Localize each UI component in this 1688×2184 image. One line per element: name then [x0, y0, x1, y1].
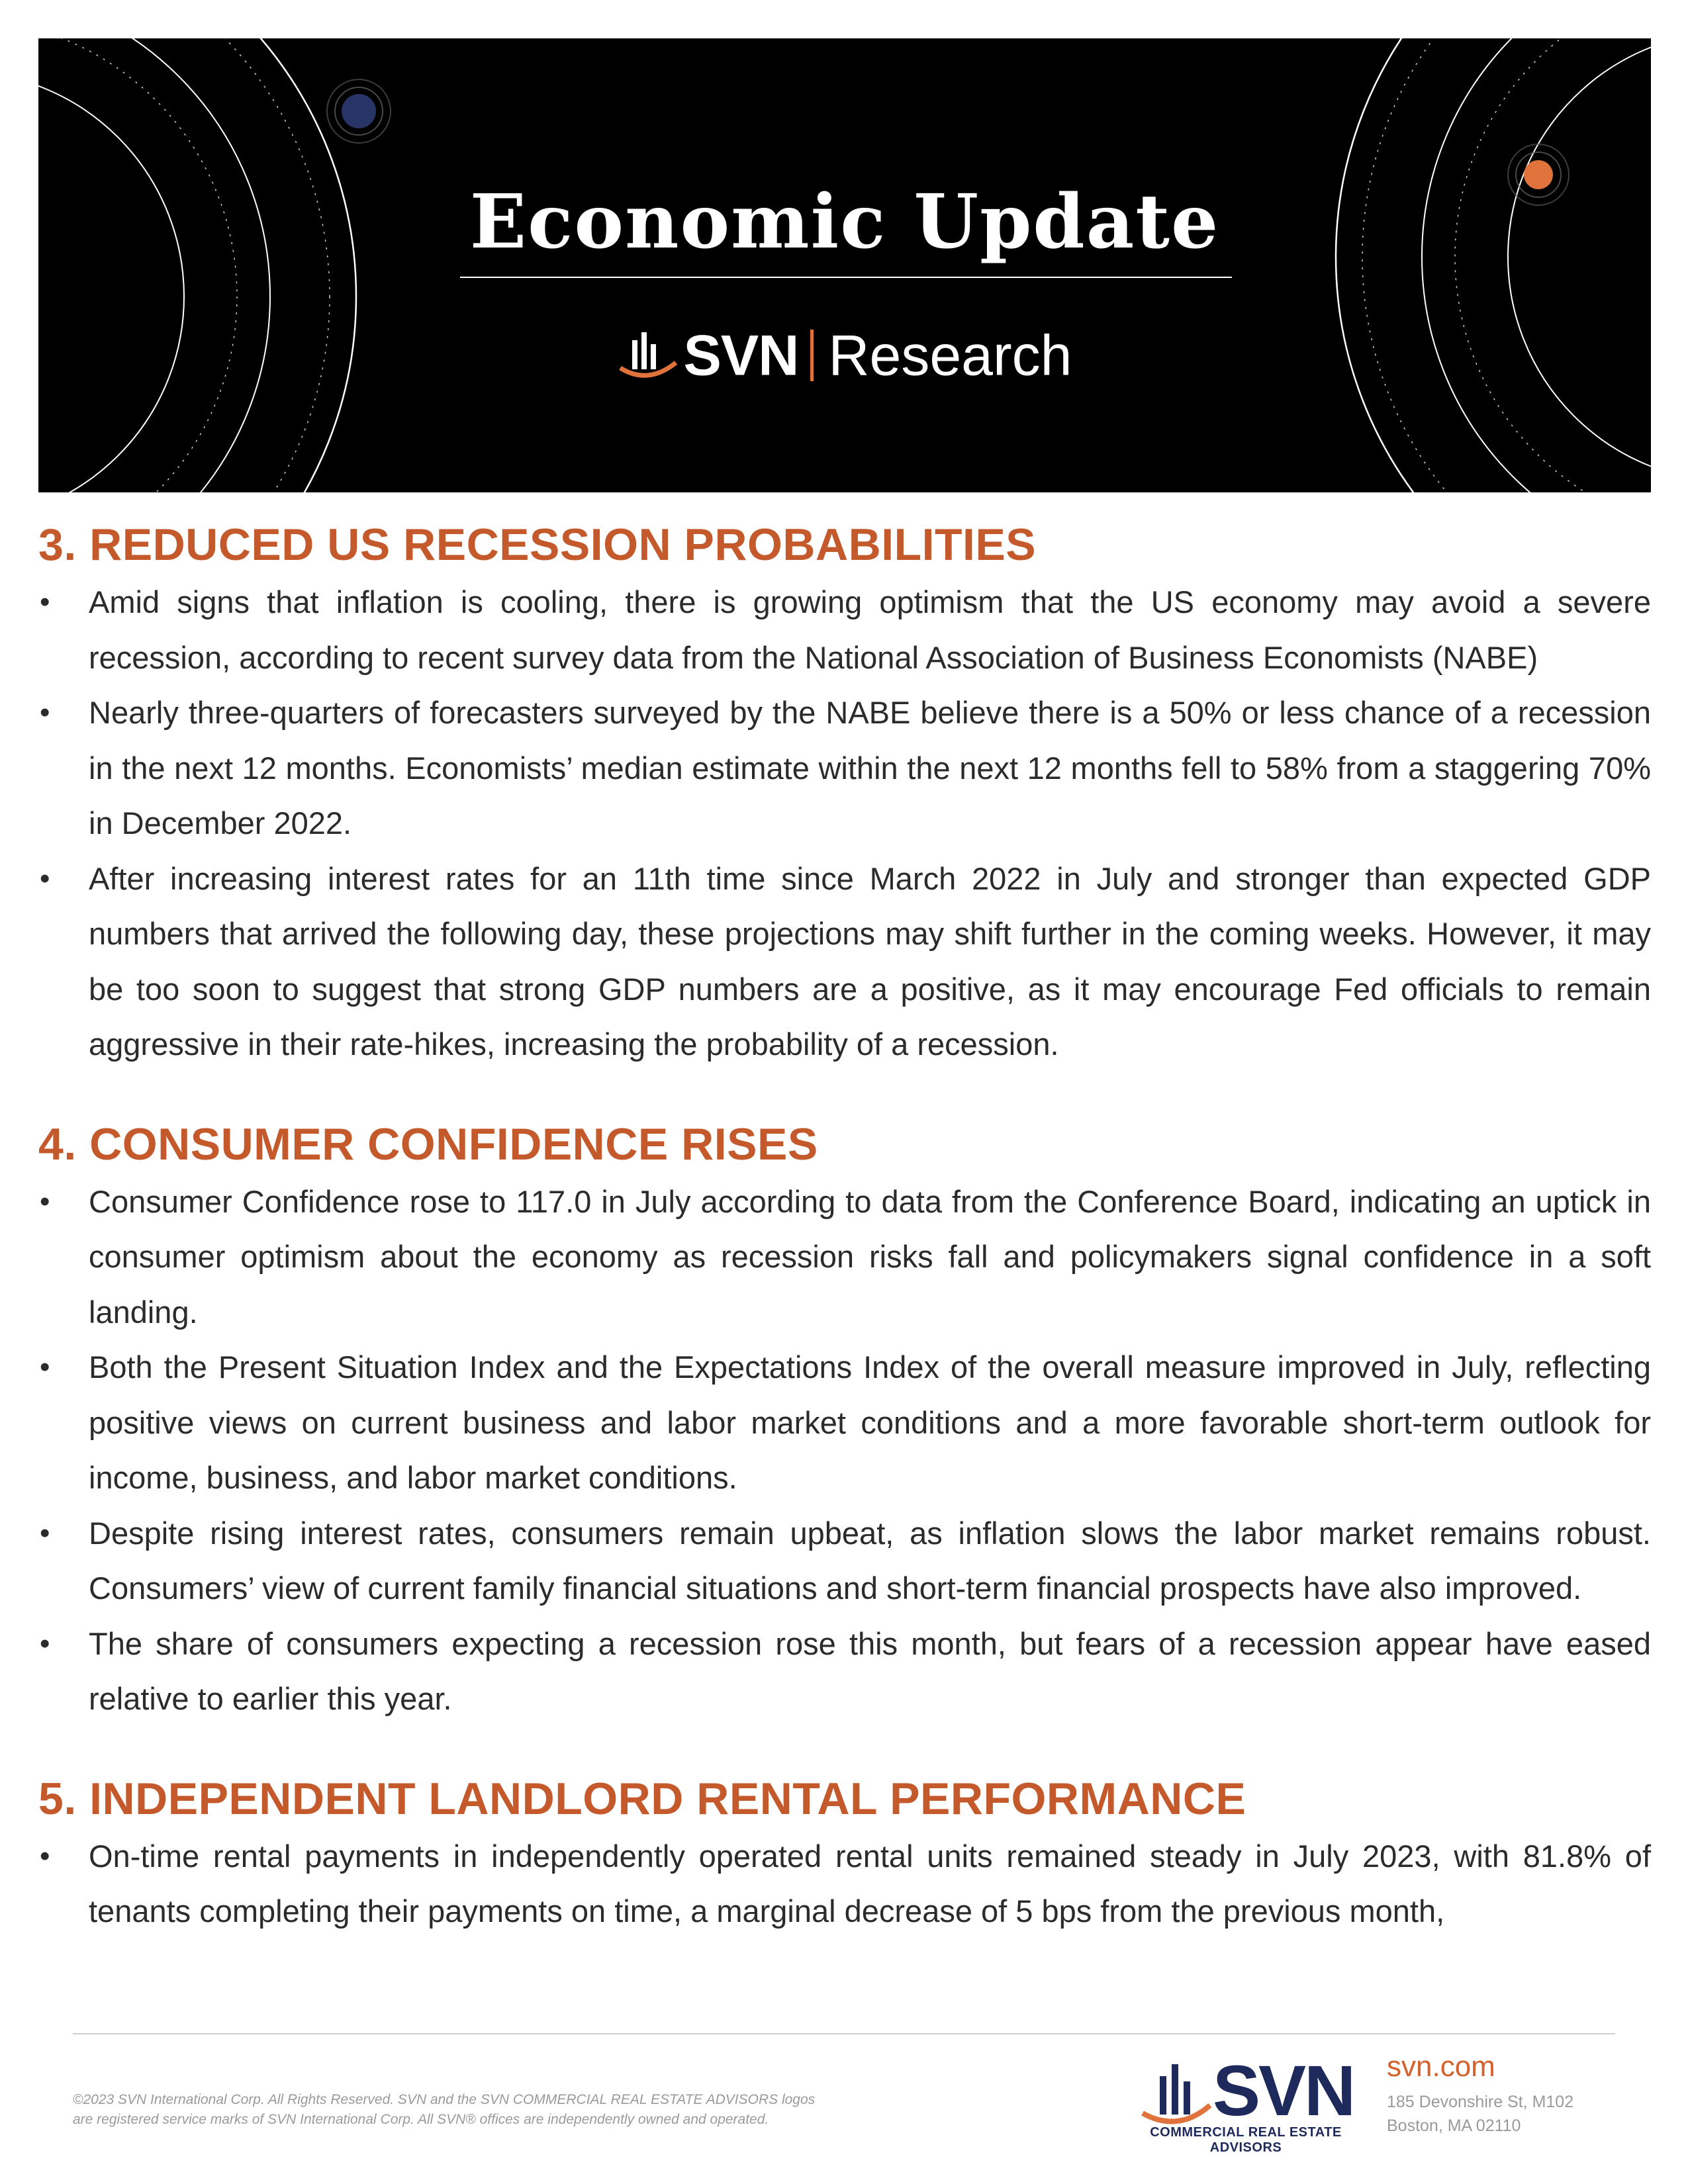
list-item: • The share of consumers expecting a recession rose this month, but fears of a recession appear have eased relative to earlier this year. — [38, 1616, 1651, 1727]
svn-logo-icon — [1140, 2062, 1213, 2128]
list-item: • Consumer Confidence rose to 117.0 in July according to data from the Conference Board, indicating an uptick in consumer optimism about the economy as recession risks fall and policymakers signal confidence in a soft landing. — [38, 1174, 1651, 1340]
article-body — [38, 515, 1651, 1939]
list-item: • On-time rental payments in independently operated rental units remained steady in July 2023, with 81.8% of tenants completing their payments on time, a marginal decrease of 5 bps from the previous month, — [38, 1829, 1651, 1939]
section-heading: 3. REDUCED US RECESSION PROBABILITIES — [38, 520, 1037, 570]
bullet-icon: • — [40, 1185, 50, 1218]
bullet-icon: • — [40, 586, 50, 618]
list-item: • After increasing interest rates for an 11th time since March 2022 in July and stronger than expected GDP numbers that arrived the following day, these projections may shift further in the coming weeks. However, it may be too soon to suggest that strong GDP numbers are a positive, as it may encourage Fed officials to remain aggressive in their rate-hikes, increasing the probability of a recession. — [38, 851, 1651, 1072]
brand-product: Research — [828, 324, 1072, 388]
office-address: 185 Devonshire St, M102 Boston, MA 02110 — [1387, 2093, 1574, 2135]
logo-wordmark: SVN — [1213, 2050, 1354, 2130]
bullet-list — [38, 1174, 1651, 1727]
section-heading: 4. CONSUMER CONFIDENCE RISES — [38, 1118, 818, 1169]
title-divider — [460, 277, 1232, 278]
logo-tagline: COMMERCIAL REAL ESTATE ADVISORS — [1150, 2125, 1342, 2155]
page-title: Economic Update — [469, 179, 1220, 265]
bullet-icon: • — [40, 1839, 50, 1872]
bullet-icon: • — [40, 1351, 50, 1383]
copyright-notice: ©2023 SVN International Corp. All Rights Reserved. SVN and the SVN COMMERCIAL REAL ESTATE ADVISORS logos are registered service marks of SVN International Corp. All SVN® offices are independently owned and operated. — [73, 2092, 816, 2127]
list-item: • Both the Present Situation Index and the Expectations Index of the overall measure improved in July, reflecting positive views on current business and labor market conditions and a more favorable short-term outlook for income, business, and labor market conditions. — [38, 1340, 1651, 1506]
bullet-icon: • — [40, 862, 50, 895]
brand-lockup — [38, 323, 1651, 388]
section-heading: 5. INDEPENDENT LANDLORD RENTAL PERFORMANCE — [38, 1773, 1246, 1824]
brand-separator — [810, 330, 814, 381]
bullet-icon: • — [40, 1516, 50, 1549]
bullet-icon: • — [40, 696, 50, 729]
list-item: • Despite rising interest rates, consumers remain upbeat, as inflation slows the labor market remains robust. Consumers’ view of current family financial situations and short-term financial prospects have also improved. — [38, 1506, 1651, 1616]
bullet-icon: • — [40, 1627, 50, 1660]
bullet-list — [38, 574, 1651, 1072]
list-item: • Nearly three-quarters of forecasters surveyed by the NABE believe there is a 50% or less chance of a recession in the next 12 months. Economists’ median estimate within the next 12 months fell to 58% from a staggering 70% in December 2022. — [38, 685, 1651, 851]
list-item: • Amid signs that inflation is cooling, there is growing optimism that the US economy may avoid a severe recession, according to recent survey data from the National Association of Business Economists (NABE) — [38, 574, 1651, 685]
header-banner — [38, 38, 1651, 492]
bullet-list — [38, 1829, 1651, 1939]
brand-name: SVN — [683, 324, 799, 388]
website-link[interactable]: svn.com — [1387, 2050, 1495, 2083]
orbit-decoration — [38, 38, 1651, 492]
svn-logo-icon — [618, 328, 679, 383]
svn-footer-logo — [1133, 2050, 1358, 2155]
footer-divider — [73, 2033, 1615, 2034]
